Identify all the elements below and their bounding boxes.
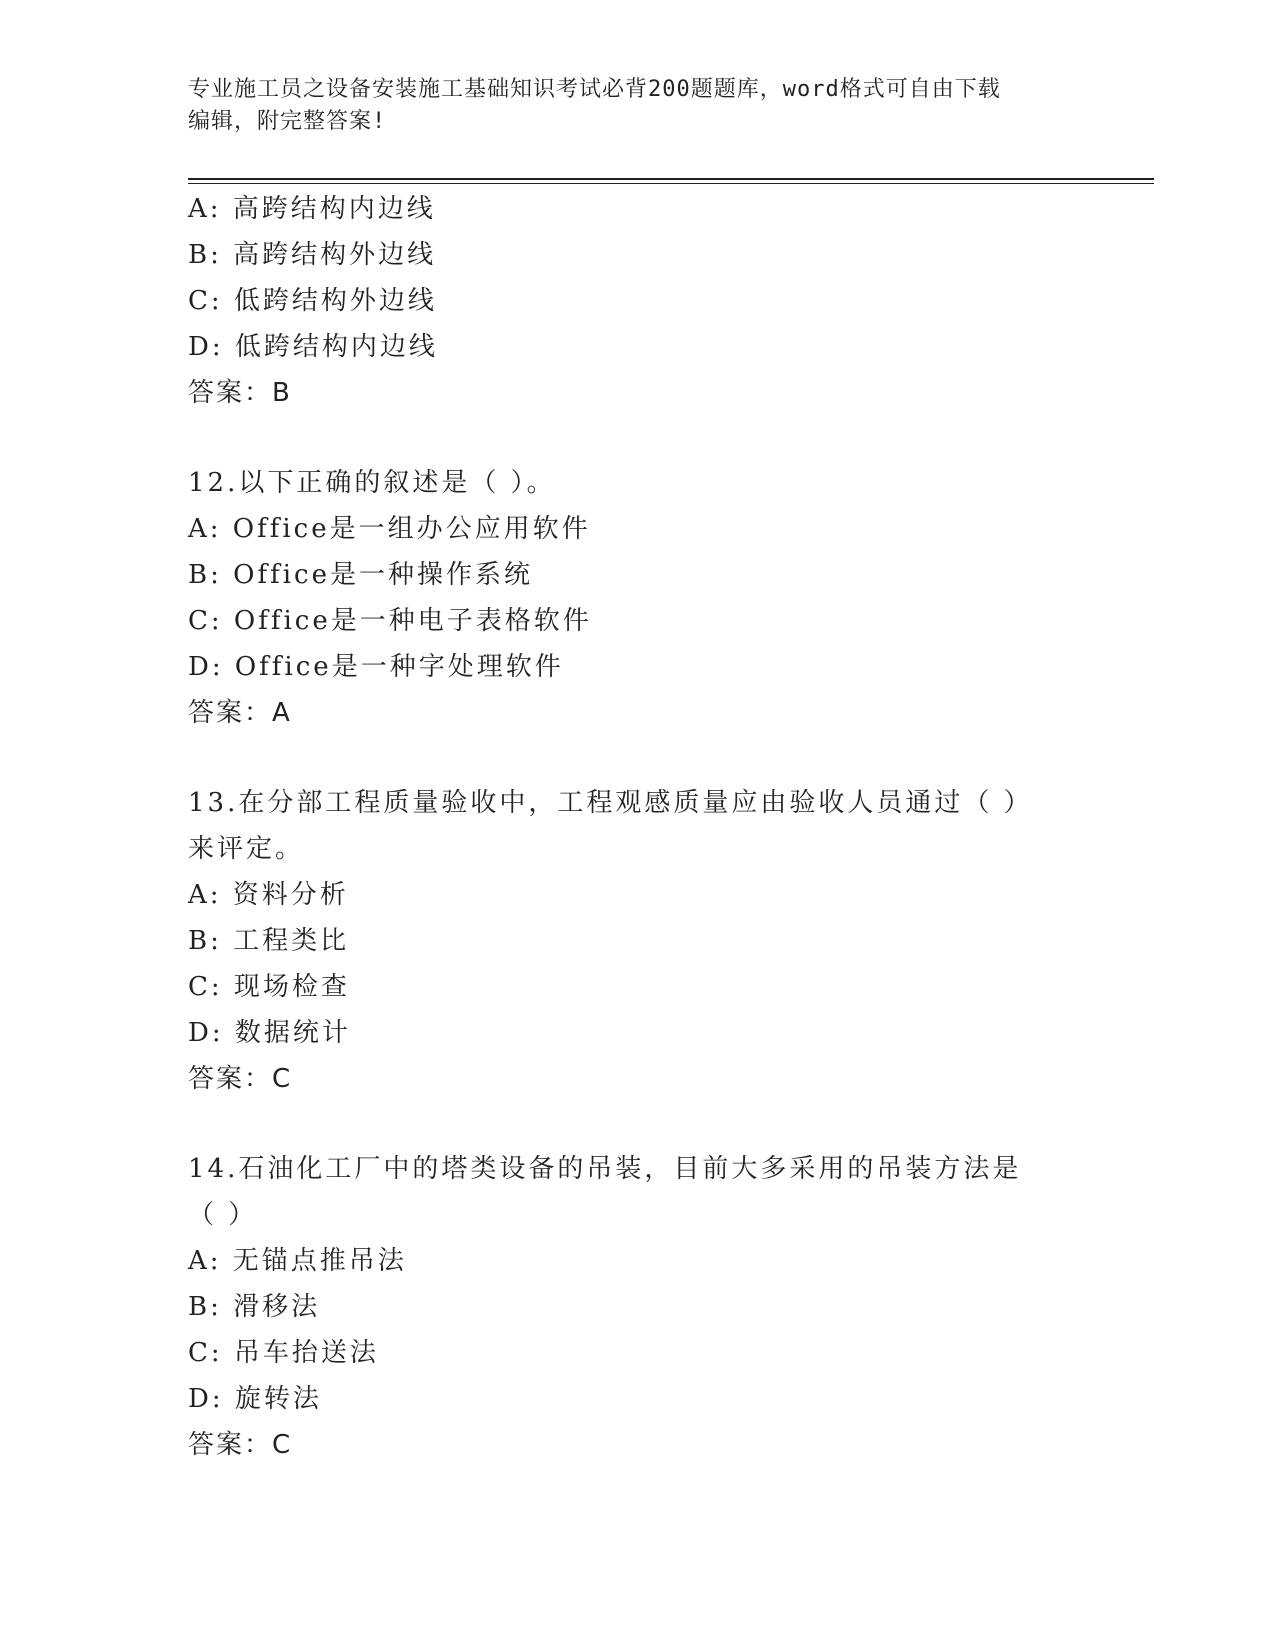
question-block-14 (188, 1146, 1068, 1468)
option-b: B: 高跨结构外边线 (188, 240, 437, 270)
option-b: B: 滑移法 (188, 1292, 321, 1322)
option-a: A: Office是一组办公应用软件 (188, 514, 591, 544)
option-b: B: Office是一种操作系统 (188, 560, 533, 590)
option-d: D: 低跨结构内边线 (188, 332, 438, 362)
header-rule-thick (188, 178, 1154, 180)
question-stem: 14.石油化工厂中的塔类设备的吊装，目前大多采用的吊装方法是（ ） (188, 1154, 1022, 1230)
header-title-line2: 编辑，附完整答案! (188, 109, 387, 134)
option-c: C: 低跨结构外边线 (188, 286, 437, 316)
question-block-11 (188, 186, 1068, 416)
option-d: D: 数据统计 (188, 1018, 351, 1048)
header-rule-thin (188, 183, 1154, 184)
option-a: A: 高跨结构内边线 (188, 194, 436, 224)
block-spacer (188, 416, 1068, 460)
option-c: C: 现场检查 (188, 972, 350, 1002)
block-spacer (188, 1102, 1068, 1146)
option-d: D: 旋转法 (188, 1384, 322, 1414)
header-title-line1: 专业施工员之设备安装施工基础知识考试必背200题题库，word格式可自由下载 (188, 77, 1001, 102)
answer-line: 答案：A (188, 698, 292, 728)
question-stem: 13.在分部工程质量验收中，工程观感质量应由验收人员通过（ ）来评定。 (188, 788, 1033, 864)
question-block-13 (188, 780, 1068, 1102)
question-stem: 12.以下正确的叙述是（ ）。 (188, 468, 556, 498)
answer-line: 答案：B (188, 378, 292, 408)
question-block-12 (188, 460, 1068, 736)
option-c: C: 吊车抬送法 (188, 1338, 379, 1368)
document-header (188, 74, 1088, 138)
answer-line: 答案：C (188, 1064, 293, 1094)
option-a: A: 资料分析 (188, 880, 349, 910)
block-spacer (188, 736, 1068, 780)
question-list (188, 186, 1068, 1468)
option-d: D: Office是一种字处理软件 (188, 652, 564, 682)
answer-line: 答案：C (188, 1430, 293, 1460)
option-c: C: Office是一种电子表格软件 (188, 606, 592, 636)
option-b: B: 工程类比 (188, 926, 350, 956)
option-a: A: 无锚点推吊法 (188, 1246, 407, 1276)
